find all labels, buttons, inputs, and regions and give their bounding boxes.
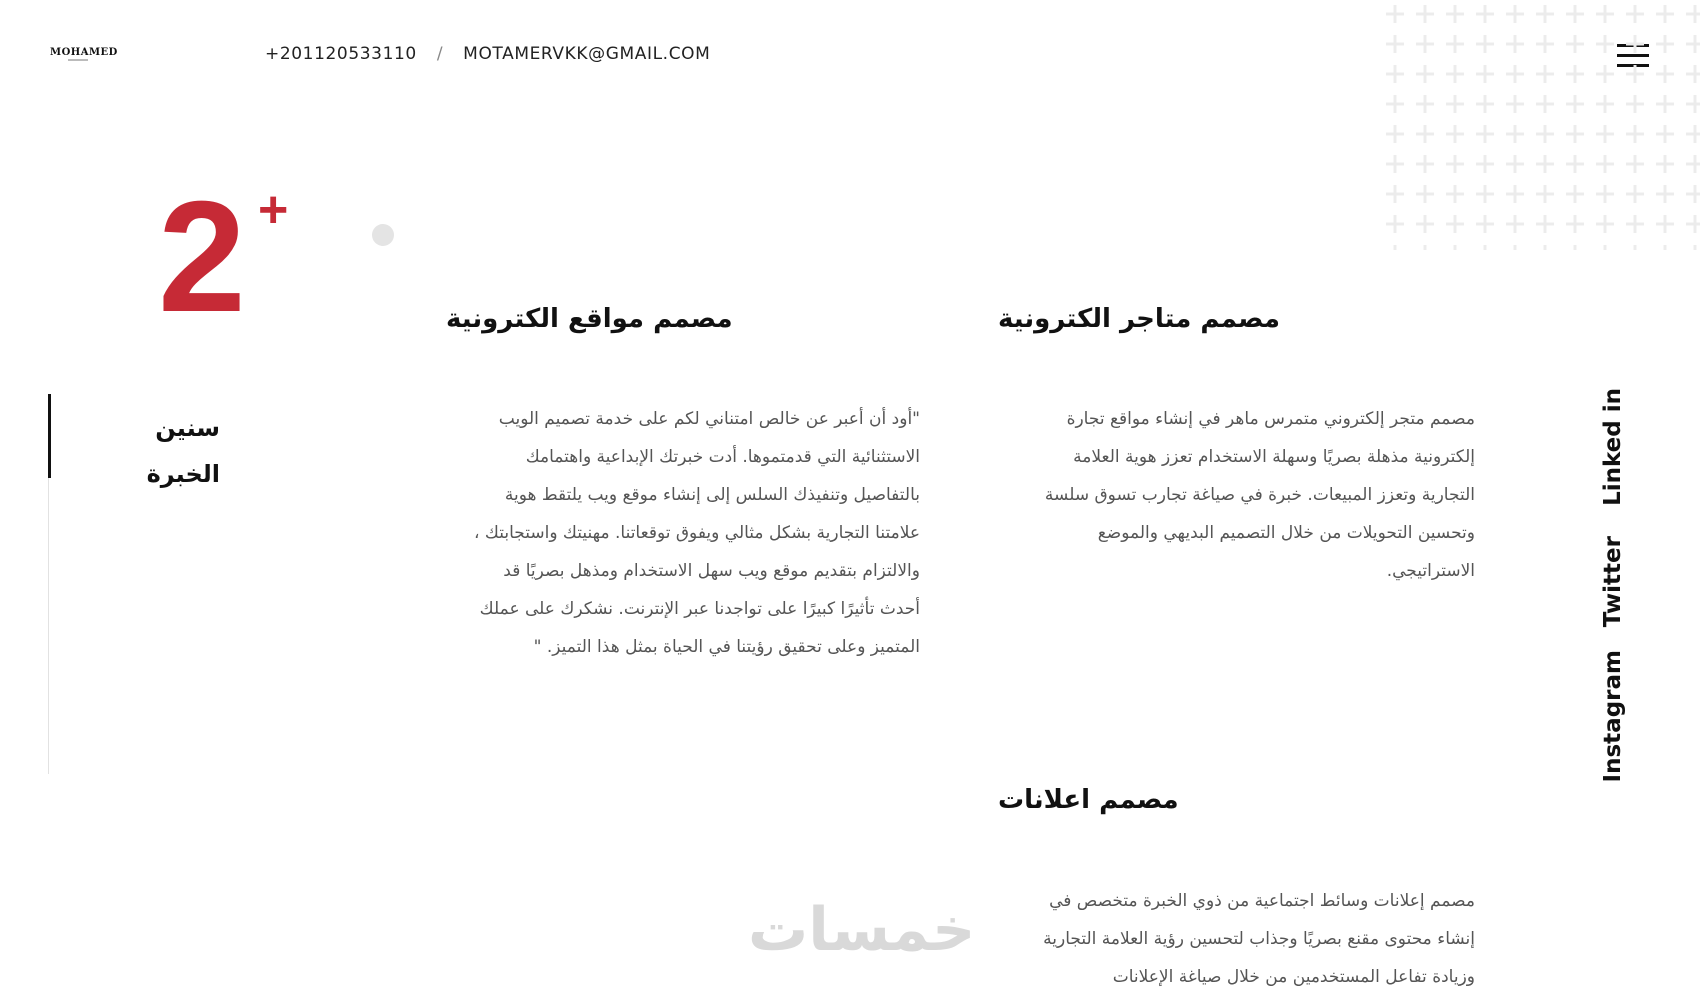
social-links [1600, 388, 1666, 783]
plus-pattern-decoration [1380, 0, 1700, 250]
logo[interactable]: MOHAMED [50, 47, 118, 58]
experience-label-line2: الخبرة [146, 460, 220, 488]
linkedin-link[interactable]: Linked in [1600, 388, 1626, 506]
phone-number[interactable]: +201120533110 [265, 44, 417, 64]
experience-plus-sign: + [258, 181, 289, 239]
scroll-indicator-track [48, 478, 49, 774]
experience-years-number: 2 [158, 169, 246, 345]
instagram-link[interactable]: Instagram [1600, 650, 1626, 783]
service-text-ads-designer: مصمم إعلانات وسائط اجتماعية من ذوي الخبرة متخصص في إنشاء محتوى مقنع بصريًا وجذاب لتحسين رؤية العلامة التجارية وزيادة تفاعل المستخدمين من خلال صياغة الإعلانات [1043, 891, 1475, 987]
experience-label [140, 405, 220, 497]
scroll-indicator-active [48, 394, 51, 478]
contact-separator: / [436, 44, 444, 64]
logo-underline [68, 59, 88, 61]
experience-label-line1: سنين [155, 414, 220, 442]
service-text-web-designer: "أود أن أعبر عن خالص امتناني لكم على خدمة تصميم الويب الاستثنائية التي قدمتموها. أدت خبرتك الإبداعية واهتمامك بالتفاصيل وتنفيذك السلس إلى إنشاء موقع ويب يلتقط هوية علامتنا التجارية بشكل مثالي ويفوق توقعاتنا. مهنيتك واستجابتك ، والالتزام بتقديم موقع ويب سهل الاستخدام ومذهل بصريًا قد أحدث تأثيرًا كبيرًا على تواجدنا عبر الإنترنت. نشكرك على عملك المتميز وعلى تحقيق رؤيتنا في الحياة بمثل هذا التميز. " [473, 409, 920, 657]
decorative-dot [372, 224, 394, 246]
service-text-store-designer: مصمم متجر إلكتروني متمرس ماهر في إنشاء مواقع تجارة إلكترونية مذهلة بصريًا وسهلة الاستخدام تعزز هوية العلامة التجارية وتعزز المبيعات. خبرة في صياغة تجارب تسوق سلسة وتحسين التحويلات من خلال التصميم البديهي والموضع الاستراتيجي. [1044, 409, 1475, 581]
email-address[interactable]: MOTAMERVKK@GMAIL.COM [463, 44, 711, 64]
service-title-ads-designer: مصمم اعلانات [998, 785, 1179, 815]
watermark-logo: خمسات [748, 895, 976, 965]
service-title-web-designer: مصمم مواقع الكترونية [446, 304, 733, 334]
contact-bar [265, 44, 710, 64]
twitter-link[interactable]: Twitter [1600, 536, 1626, 628]
service-title-store-designer: مصمم متاجر الكترونية [998, 304, 1280, 334]
